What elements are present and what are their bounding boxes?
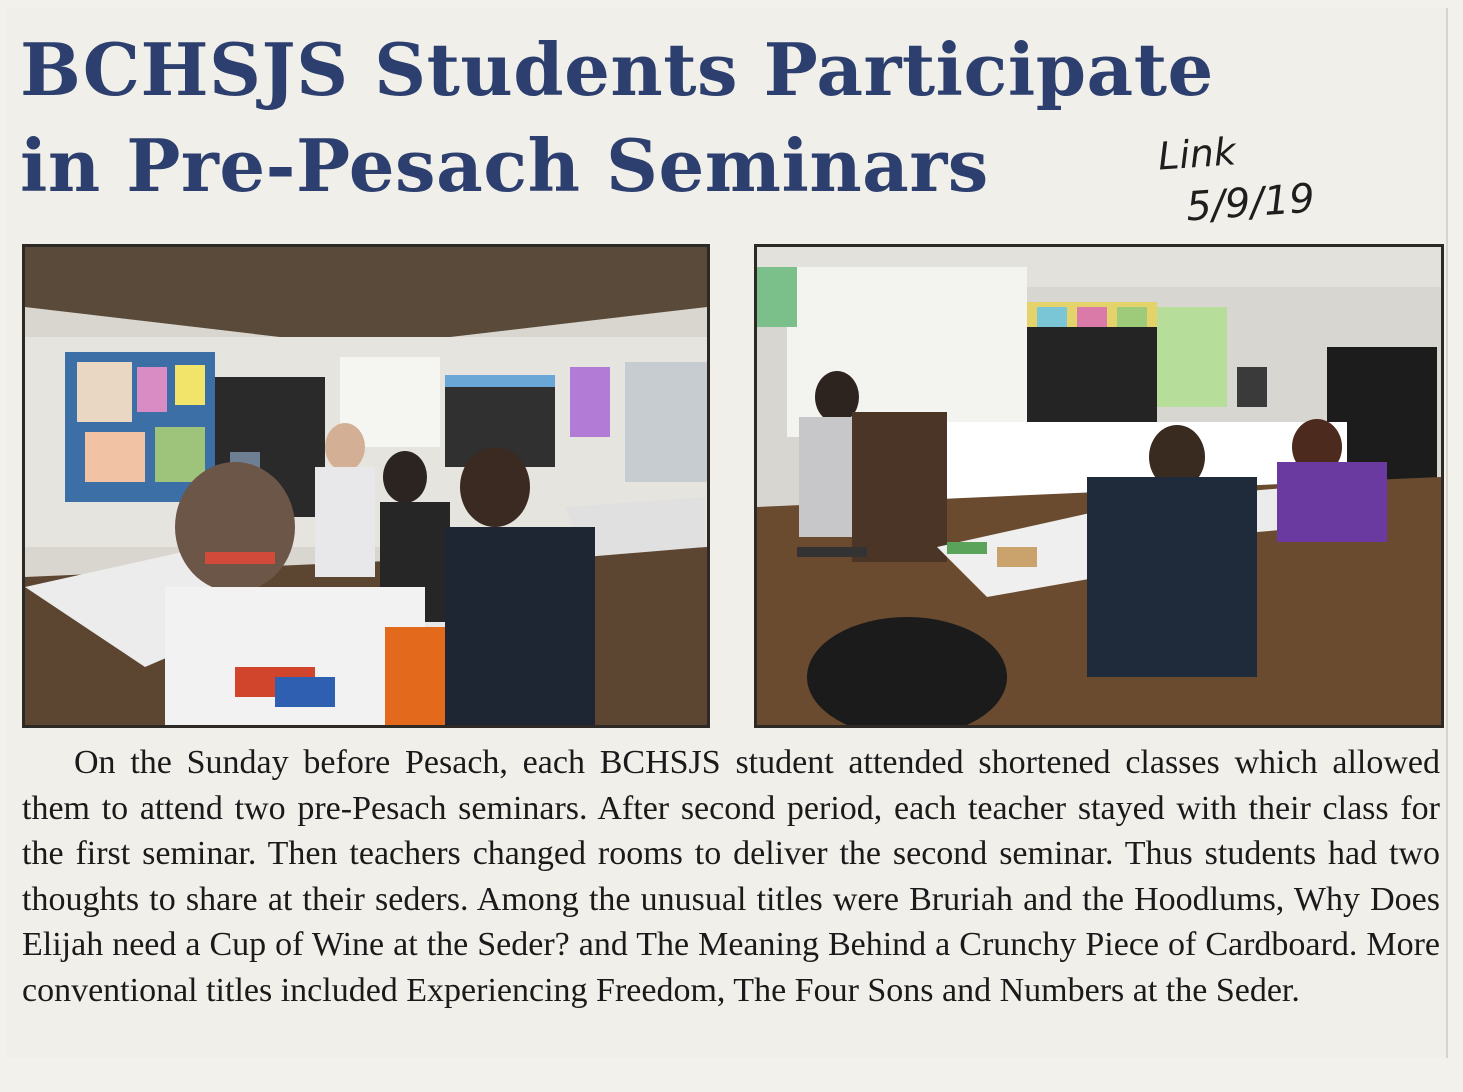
classroom-photo-right-image [757,247,1441,725]
headline-line-1: BCHSJS Students Participate [20,27,1214,112]
classroom-photo-left-image [25,247,707,725]
headline-line-2: in Pre-Pesach Seminars [20,123,989,208]
newspaper-clipping [6,8,1448,1058]
article-body: On the Sunday before Pesach, each BCHSJS student attended shortened classes which allowed them to attend two pre-Pesach seminars. After second period, each teacher stayed with their class for the first seminar. Then teachers changed rooms to deliver the second seminar. Thus students had two thoughts to share at their seders. Among the unusual titles were Bruriah and the Hoodlums, Why Does Elijah need a Cup of Wine at the Seder? and The Meaning Behind a Crunchy Piece of Cardboard. More conventional titles included Experiencing Freedom, The Four Sons and Numbers at the Seder. [22,744,1440,1009]
classroom-photo-right [754,244,1444,728]
handwritten-note-date: 5/9/19 [1184,175,1317,231]
classroom-photo-left [22,244,710,728]
handwritten-note-line-1: Link [1156,129,1238,179]
